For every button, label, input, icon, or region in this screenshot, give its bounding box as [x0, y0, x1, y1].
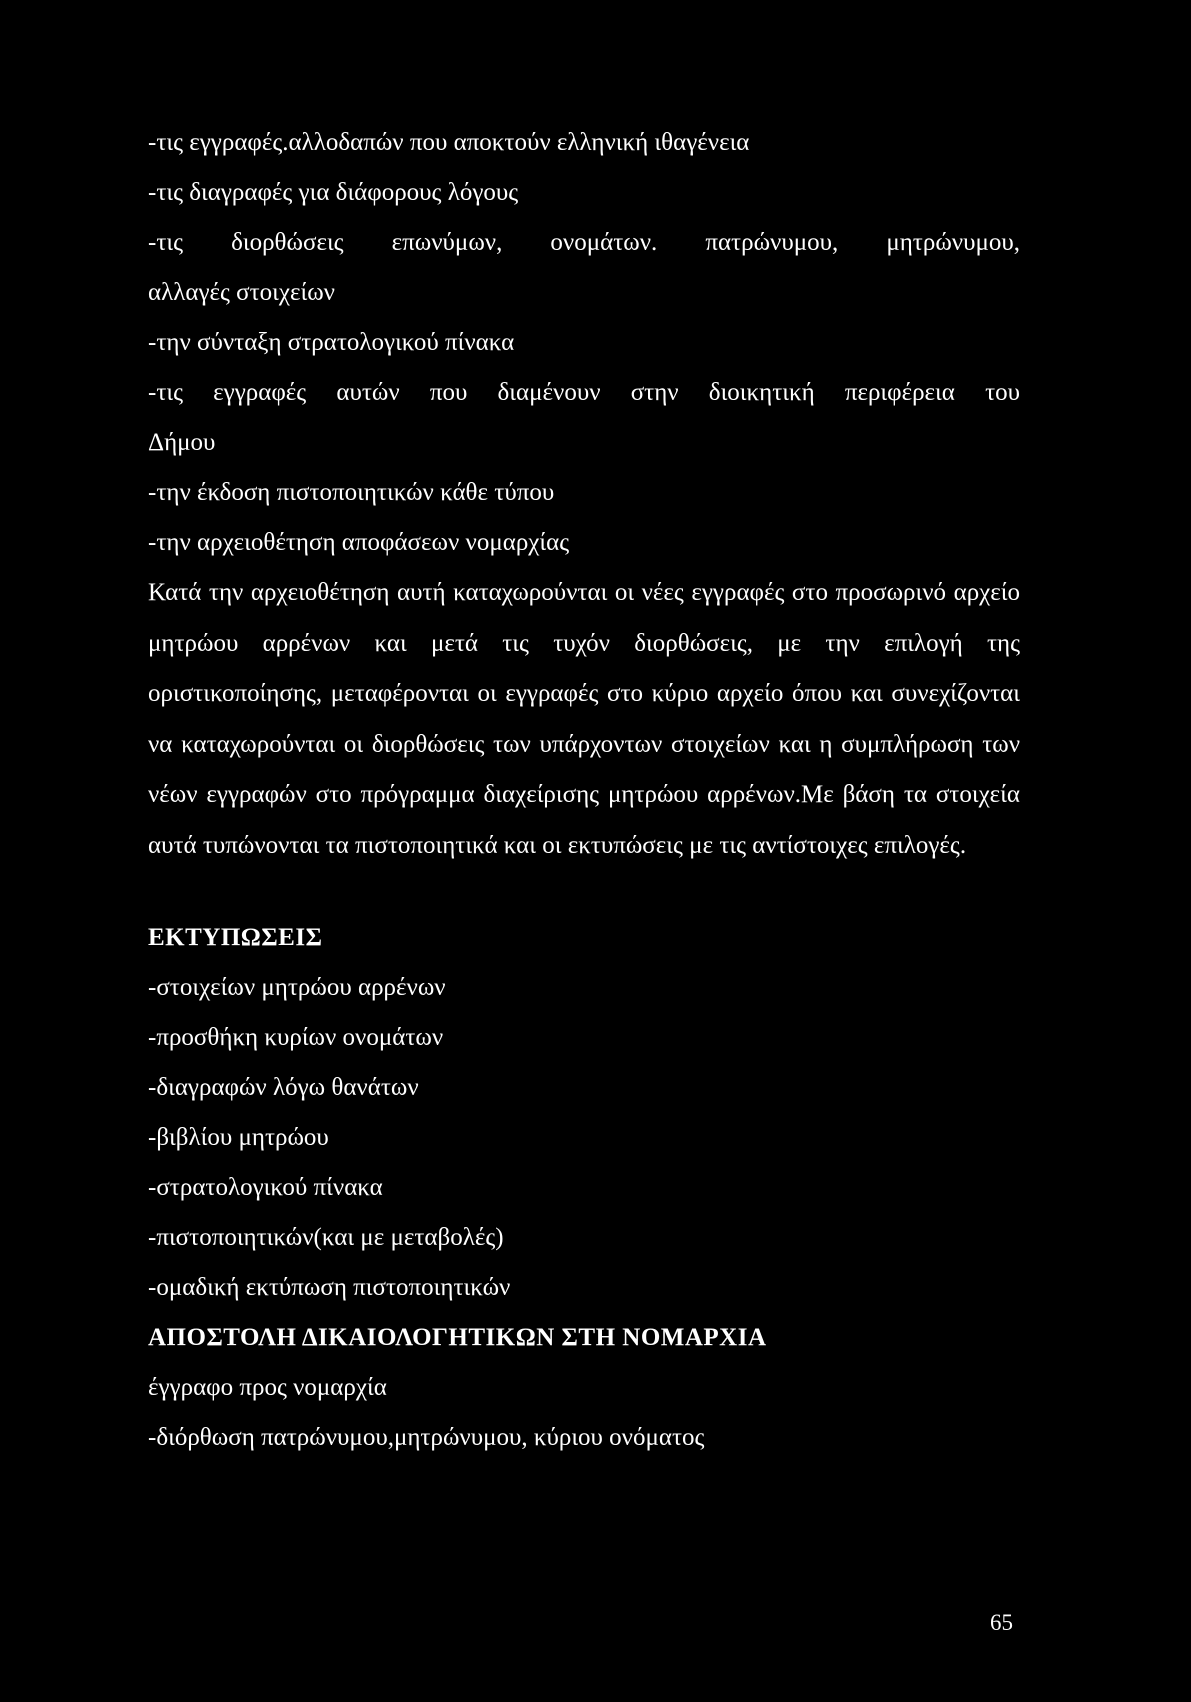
prints-list — [148, 963, 1020, 1313]
list-item: -βιβλίου μητρώου — [148, 1124, 329, 1151]
list-item: αλλαγές στοιχείων — [148, 279, 335, 306]
send-documents-list — [148, 1363, 1020, 1463]
list-item: -την αρχειοθέτηση αποφάσεων νομαρχίας — [148, 529, 570, 556]
list-top — [148, 118, 1020, 568]
page-number: 65 — [990, 1610, 1013, 1635]
body-paragraph: Κατά την αρχειοθέτηση αυτή καταχωρούνται οι νέες εγγραφές στο προσωρινό αρχείο μητρώου αρρένων και μετά τις τυχόν διορθώσεις, με την επιλογή της οριστικοποίησης, μεταφέρονται οι εγγραφές στο κύριο αρχείο όπου και συνεχίζονται να καταχωρούνται οι διορθώσεις των υπάρχοντων στοιχείων και η συμπλήρωση των νέων εγγραφών στο πρόγραμμα διαχείρισης μητρώου αρρένων.Με βάση τα στοιχεία αυτά τυπώνονται τα πιστοποιητικά και οι εκτυπώσεις με τις αντίστοιχες επιλογές. — [148, 579, 1020, 859]
list-item: -τις εγγραφές αυτών που διαμένουν στην διοικητική περιφέρεια του — [148, 379, 1020, 406]
list-item: -τις εγγραφές.αλλοδαπών που αποκτούν ελληνική ιθαγένεια — [148, 129, 750, 156]
list-item: -πιστοποιητικών(και με μεταβολές) — [148, 1224, 504, 1251]
list-item: -στοιχείων μητρώου αρρένων — [148, 974, 446, 1001]
list-item: -τις διορθώσεις επωνύμων, ονομάτων. πατρώνυμου, μητρώνυμου, — [148, 229, 1020, 256]
list-item: -διαγραφών λόγω θανάτων — [148, 1074, 419, 1101]
document-page — [148, 118, 1020, 1463]
list-item: -διόρθωση πατρώνυμου,μητρώνυμου, κύριου ονόματος — [148, 1424, 705, 1451]
list-item: έγγραφο προς νομαρχία — [148, 1374, 387, 1401]
list-item: -τις διαγραφές για διάφορους λόγους — [148, 179, 519, 206]
list-item: -την σύνταξη στρατολογικού πίνακα — [148, 329, 515, 356]
list-item: -την έκδοση πιστοποιητικών κάθε τύπου — [148, 479, 555, 506]
send-documents-heading: ΑΠΟΣΤΟΛΗ ΔΙΚΑΙΟΛΟΓΗΤΙΚΩΝ ΣΤΗ ΝΟΜΑΡΧΙΑ — [148, 1324, 767, 1351]
list-item: -στρατολογικού πίνακα — [148, 1174, 383, 1201]
list-item: -ομαδική εκτύπωση πιστοποιητικών — [148, 1274, 511, 1301]
prints-heading: ΕΚΤΥΠΩΣΕΙΣ — [148, 924, 323, 951]
list-item: -προσθήκη κυρίων ονομάτων — [148, 1024, 444, 1051]
list-item: Δήμου — [148, 429, 216, 456]
